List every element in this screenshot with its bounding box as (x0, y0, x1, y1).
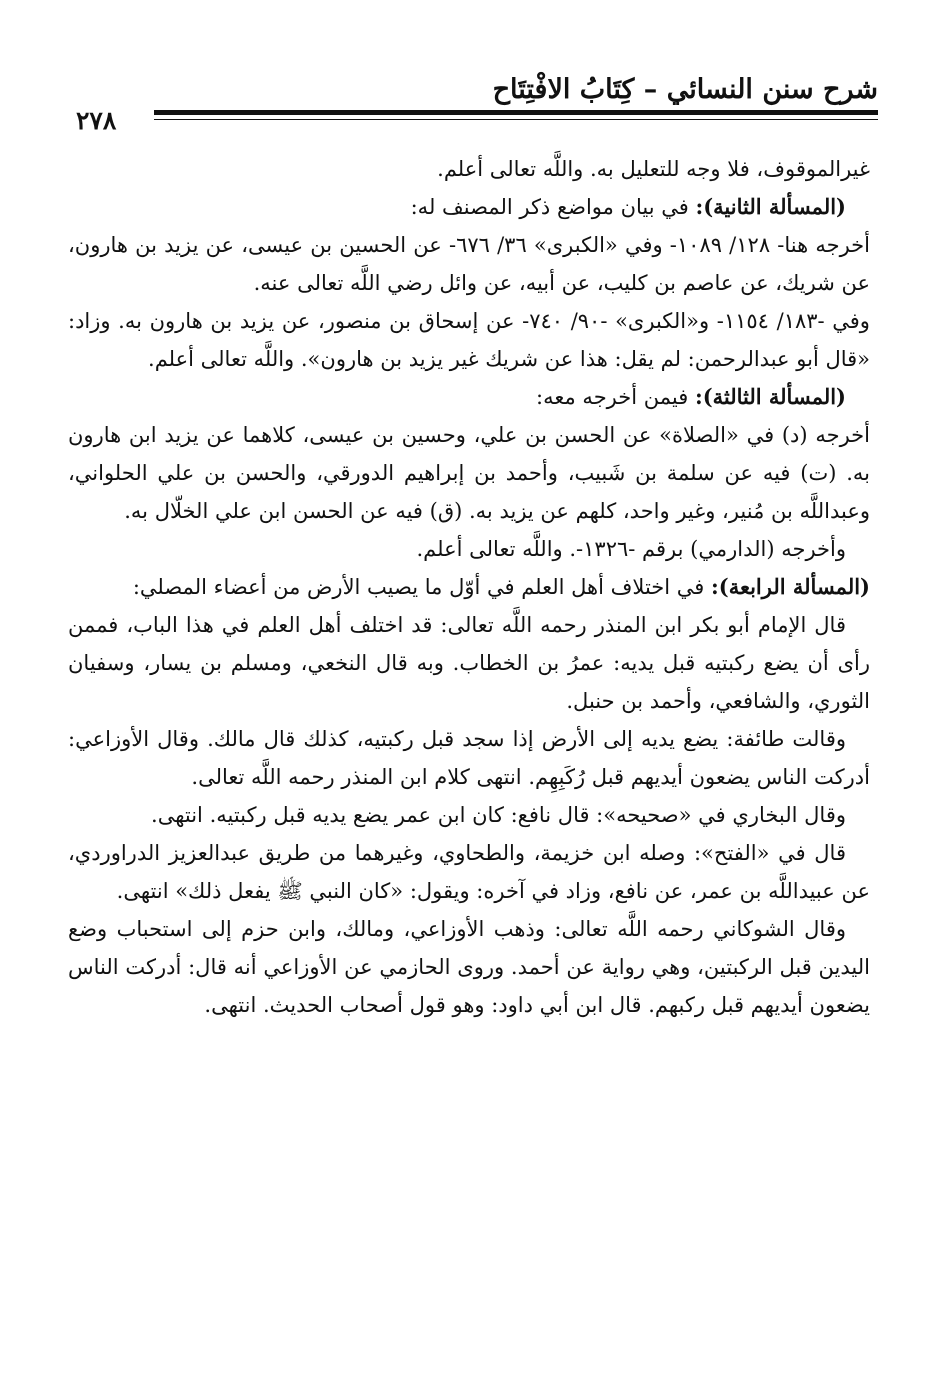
paragraph-text: وقال الشوكاني رحمه اللَّه تعالى: وذهب الأوزاعي، ومالك، وابن حزم إلى استحباب وضع اليدين قبل الركبتين، وهي رواية عن أحمد. وروى الحازمي عن الأوزاعي أنه قال: أدركت الناس يضعون أيديهم قبل ركبهم. قال ابن أبي داود: وهو قول أصحاب الحديث. انتهى. (68, 917, 870, 1017)
page-number: ٢٧٨ (76, 106, 117, 135)
paragraph-text: قال الإمام أبو بكر ابن المنذر رحمه اللَّه تعالى: قد اختلف أهل العلم في هذا الباب، فممن رأى أن يضع ركبتيه قبل يديه: عمرُ بن الخطاب. وبه قال النخعي، ومسلم بن يسار، وسفيان الثوري، والشافعي، وأحمد بن حنبل. (68, 613, 870, 713)
paragraph-text: قال في «الفتح»: وصله ابن خزيمة، والطحاوي، وغيرهما من طريق عبدالعزيز الدراوردي، عن عبيداللَّه بن عمر، عن نافع، وزاد في آخره: ويقول: «كان النبي ﷺ يفعل ذلك» انتهى. (68, 841, 870, 903)
section-heading: (المسألة الثالثة): (694, 384, 846, 409)
paragraph (68, 188, 870, 226)
header-rule-thin (154, 119, 878, 120)
paragraph-text: فيمن أخرجه معه: (536, 385, 695, 409)
paragraph-text: في بيان مواضع ذكر المصنف له: (410, 195, 696, 219)
paragraph-text: وأخرجه (الدارمي) برقم -١٣٢٦-. واللَّه تعالى أعلم. (416, 537, 846, 561)
paragraph (68, 378, 870, 416)
paragraph (68, 606, 870, 720)
paragraph-text: أخرجه هنا- ١٢٨/ ١٠٨٩- وفي «الكبرى» ٣٦/ ٦٧٦- عن الحسين بن عيسى، عن يزيد بن هارون، عن شريك، عن عاصم بن كليب، عن أبيه، عن وائل رضي اللَّه تعالى عنه. (68, 233, 870, 295)
paragraph-text: وقالت طائفة: يضع يديه إلى الأرض إذا سجد قبل ركبتيه، كذلك قال مالك. وقال الأوزاعي: أدركت الناس يضعون أيديهم قبل رُكَبِهِم. انتهى كلام ابن المنذر رحمه اللَّه تعالى. (68, 727, 870, 789)
paragraph-text: أخرجه (د) في «الصلاة» عن الحسن بن علي، وحسين بن عيسى، كلاهما عن يزيد ابن هارون به. (ت) فيه عن سلمة بن شَبيب، وأحمد بن إبراهيم الدورقي، والحسن بن علي الحلواني، وعبداللَّه بن مُنير، وغير واحد، كلهم عن يزيد به. (ق) فيه عن الحسن ابن علي الخلّال به. (68, 423, 870, 523)
paragraph (68, 568, 870, 606)
paragraph-text: في اختلاف أهل العلم في أوّل ما يصيب الأرض من أعضاء المصلي: (132, 575, 711, 599)
header-rule-thick (154, 110, 878, 115)
paragraph (68, 796, 870, 834)
paragraph-text: غيرالموقوف، فلا وجه للتعليل به. واللَّه تعالى أعلم. (437, 157, 870, 181)
paragraph-text: وفي -١٨٣/ ١١٥٤- و«الكبرى» -٩٠/ ٧٤٠- عن إسحاق بن منصور، عن يزيد بن هارون به. وزاد: «قال أبو عبدالرحمن: لم يقل: هذا عن شريك غير يزيد بن هارون». واللَّه تعالى أعلم. (68, 309, 870, 371)
page-header (62, 68, 878, 135)
paragraph (68, 834, 870, 910)
running-title: شرح سنن النسائي – كِتَابُ الافْتِتَاح (492, 74, 878, 105)
section-heading: (المسألة الرابعة): (711, 574, 870, 599)
paragraph (68, 416, 870, 530)
section-heading: (المسألة الثانية): (695, 194, 846, 219)
paragraph (68, 150, 870, 188)
paragraph (68, 910, 870, 1024)
paragraph (68, 720, 870, 796)
paragraph (68, 226, 870, 302)
paragraph-text: وقال البخاري في «صحيحه»: قال نافع: كان ابن عمر يضع يديه قبل ركبتيه. انتهى. (151, 803, 846, 827)
paragraph (68, 302, 870, 378)
paragraph (68, 530, 870, 568)
body-text (68, 150, 870, 1024)
